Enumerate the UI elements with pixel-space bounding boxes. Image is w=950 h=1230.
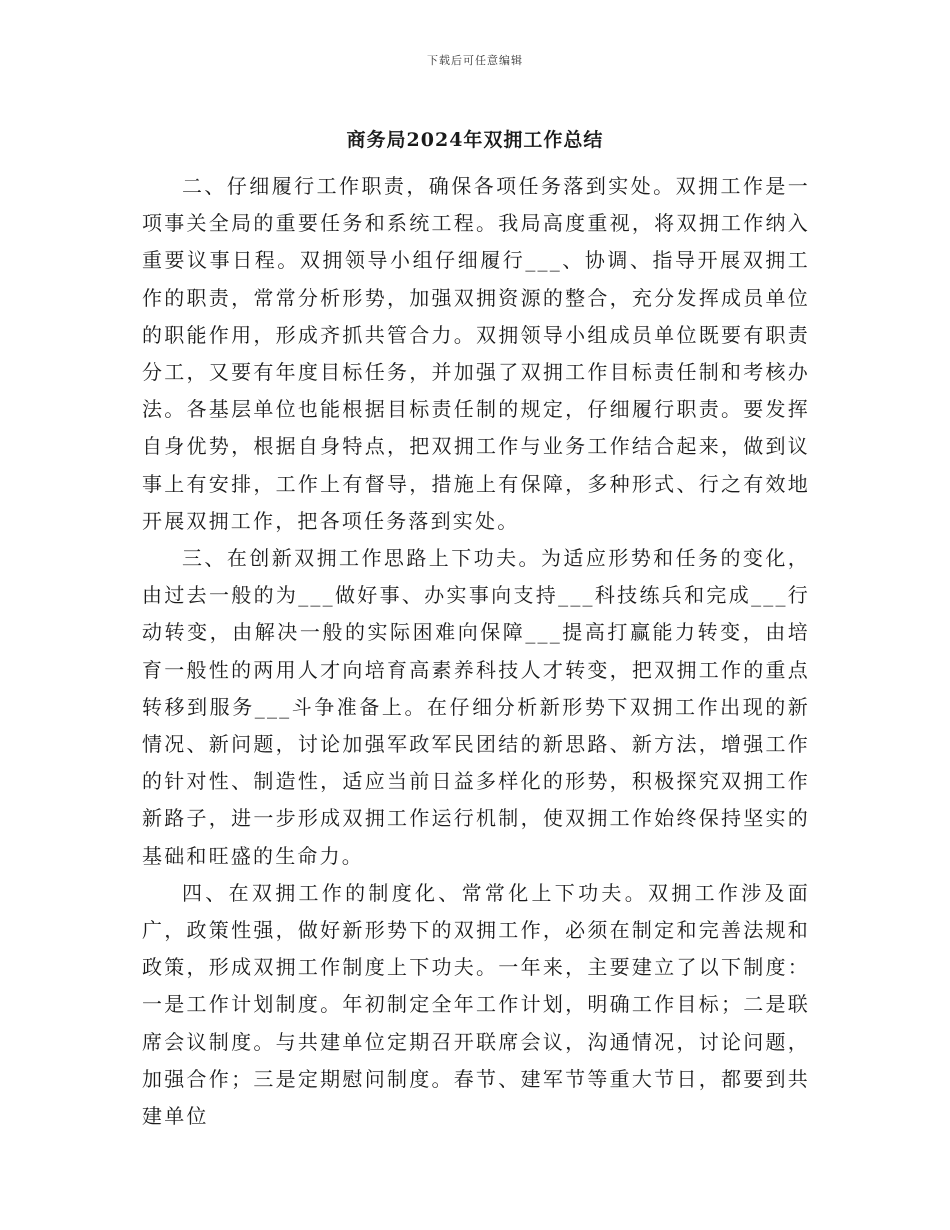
document-body xyxy=(142,168,810,1135)
document-title: 商务局2024年双拥工作总结 xyxy=(346,129,604,151)
paragraph-4: 四、在双拥工作的制度化、常常化上下功夫。双拥工作涉及面广，政策性强，做好新形势下的双拥工作，必须在制定和完善法规和政策，形成双拥工作制度上下功夫。一年来，主要建立了以下制度：一是工作计划制度。年初制定全年工作计划，明确工作目标；二是联席会议制度。与共建单位定期召开联席会议，沟通情况，讨论问题，加强合作；三是定期慰问制度。春节、建军节等重大节日，都要到共建单位 xyxy=(142,880,810,1129)
paragraph-2: 二、仔细履行工作职责，确保各项任务落到实处。双拥工作是一项事关全局的重要任务和系统工程。我局高度重视，将双拥工作纳入重要议事日程。双拥领导小组仔细履行___、协调、指导开展双拥工作的职责，常常分析形势，加强双拥资源的整合，充分发挥成员单位的职能作用，形成齐抓共管合力。双拥领导小组成员单位既要有职责分工，又要有年度目标任务，并加强了双拥工作目标责任制和考核办法。各基层单位也能根据目标责任制的规定，仔细履行职责。要发挥自身优势，根据自身特点，把双拥工作与业务工作结合起来，做到议事上有安排，工作上有督导，措施上有保障，多种形式、行之有效地开展双拥工作，把各项任务落到实处。 xyxy=(142,174,810,533)
header-note: 下载后可任意编辑 xyxy=(427,54,523,67)
paragraph-3: 三、在创新双拥工作思路上下功夫。为适应形势和任务的变化，由过去一般的为___做好事、办实事向支持___科技练兵和完成___行动转变，由解决一般的实际困难向保障___提高打赢能力转变，由培育一般性的两用人才向培育高素养科技人才转变，把双拥工作的重点转移到服务___斗争准备上。在仔细分析新形势下双拥工作出现的新情况、新问题，讨论加强军政军民团结的新思路、新方法，增强工作的针对性、制造性，适应当前日益多样化的形势，积极探究双拥工作新路子，进一步形成双拥工作运行机制，使双拥工作始终保持坚实的基础和旺盛的生命力。 xyxy=(142,546,810,868)
